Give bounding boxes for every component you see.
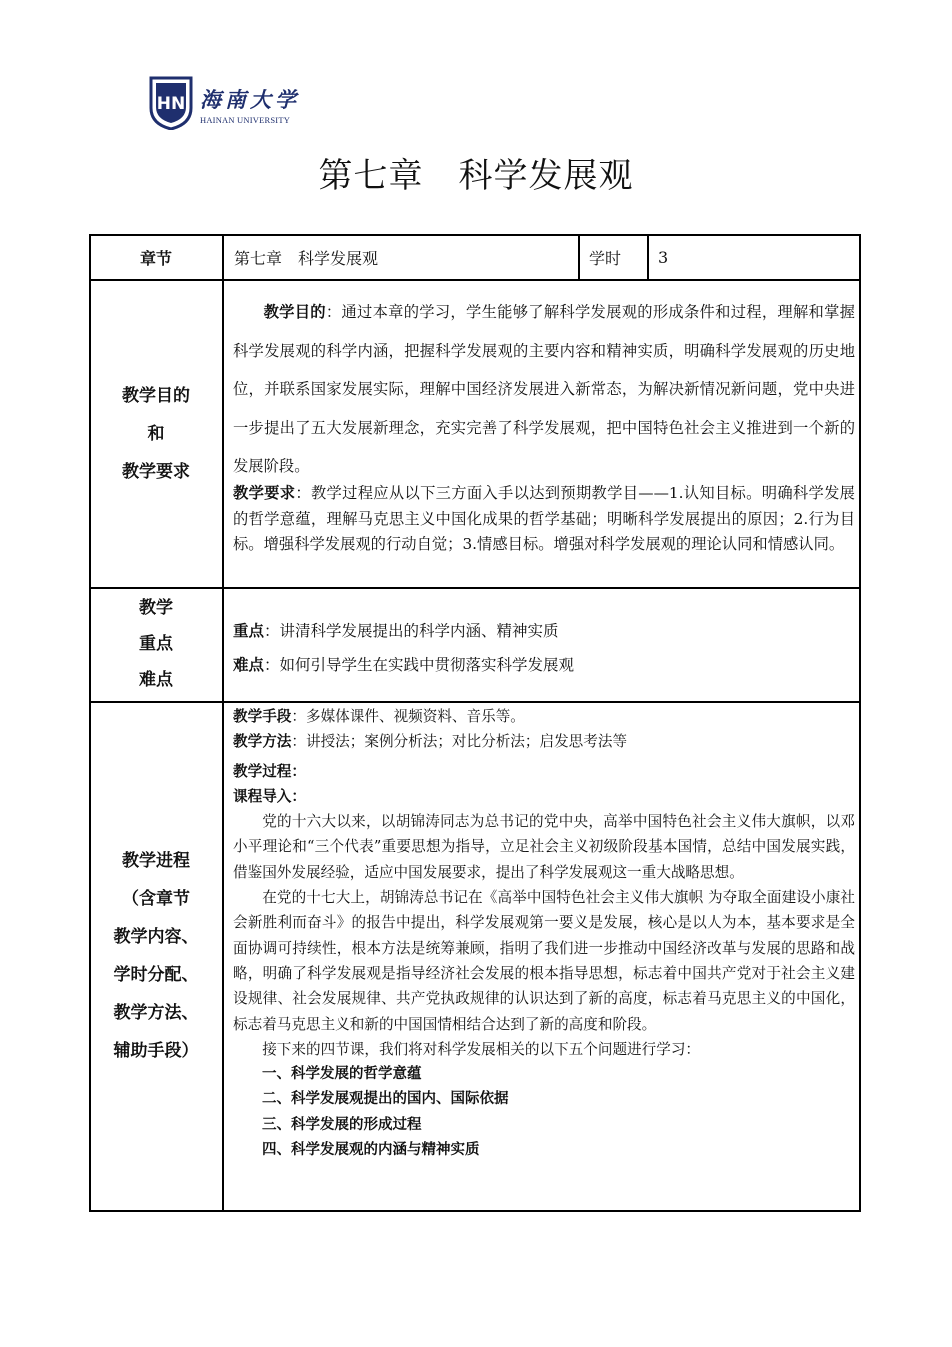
teaching-requirement-key: 教学要求 bbox=[233, 484, 296, 502]
table-divider bbox=[89, 279, 861, 281]
process-content bbox=[233, 704, 855, 1163]
teaching-means-key: 教学手段 bbox=[233, 708, 292, 725]
key-point-text: ：讲清科学发展提出的科学内涵、精神实质 bbox=[264, 622, 559, 640]
hours-value: 3 bbox=[658, 248, 669, 267]
section-item: 四、科学发展观的内涵与精神实质 bbox=[262, 1142, 480, 1159]
goals-label-line: 教学目的 bbox=[122, 386, 190, 406]
section-item: 二、科学发展观提出的国内、国际依据 bbox=[262, 1091, 509, 1108]
key-points-label-line: 重点 bbox=[139, 634, 173, 654]
document-title: 第七章 科学发展观 bbox=[318, 156, 634, 196]
teaching-goal-key: 教学目的 bbox=[263, 303, 326, 321]
key-point bbox=[233, 619, 559, 641]
teaching-means-text: ：多媒体课件、视频资料、音乐等。 bbox=[291, 708, 525, 725]
course-intro-key: 课程导入： bbox=[233, 787, 306, 805]
teaching-method bbox=[233, 729, 855, 754]
table-column-divider bbox=[647, 234, 649, 281]
goals-label-line: 教学要求 bbox=[122, 462, 190, 482]
key-point-label: 重点 bbox=[233, 622, 265, 640]
key-points-label-line: 难点 bbox=[139, 670, 173, 690]
difficult-point bbox=[233, 653, 574, 675]
university-logo bbox=[147, 74, 307, 134]
process-label-line: 教学内容、 bbox=[113, 927, 199, 947]
process-label-line: 教学方法、 bbox=[113, 1003, 199, 1023]
teaching-requirement-text: ：教学过程应从以下三方面入手以达到预期教学目——1.认知目标。明确科学发展的哲学意蕴，理解马克思主义中国化成果的哲学基础；明晰科学发展提出的原因；2.行为目标。增强科学发展观的行动自觉；3.情感目标。增强对科学发展观的理论认同和情感认同。 bbox=[233, 484, 855, 553]
university-seal-icon bbox=[147, 74, 195, 130]
course-table bbox=[89, 234, 861, 1212]
hours-label: 学时 bbox=[589, 249, 622, 268]
chapter-label: 章节 bbox=[139, 249, 172, 268]
intro-paragraph-3: 接下来的四节课，我们将对科学发展相关的以下五个问题进行学习： bbox=[262, 1040, 701, 1058]
teaching-process-key: 教学过程： bbox=[233, 762, 306, 780]
table-border-right bbox=[859, 234, 861, 1212]
process-label-line: 辅助手段） bbox=[113, 1041, 199, 1061]
table-column-divider bbox=[578, 234, 580, 281]
logo-english-name: HAINAN UNIVERSITY bbox=[200, 115, 291, 125]
teaching-means bbox=[233, 704, 855, 729]
key-points-label-line: 教学 bbox=[139, 598, 173, 618]
goals-label bbox=[89, 377, 223, 491]
intro-paragraph-1: 党的十六大以来，以胡锦涛同志为总书记的党中央，高举中国特色社会主义伟大旗帜，以邓小平理论和“三个代表”重要思想为指导，立足社会主义初级阶段基本国情，总结中国发展实践，借鉴国外发展经验，适应中国发展要求，提出了科学发展观这一重大战略思想。 bbox=[233, 813, 855, 881]
teaching-goal bbox=[233, 293, 855, 486]
chapter-value: 第七章 科学发展观 bbox=[234, 249, 379, 268]
teaching-method-text: ：讲授法；案例分析法；对比分析法；启发思考法等 bbox=[291, 733, 628, 751]
teaching-method-key: 教学方法 bbox=[233, 733, 292, 751]
table-border-bottom bbox=[89, 1210, 861, 1212]
teaching-goal-text: ：通过本章的学习，学生能够了解科学发展观的形成条件和过程，理解和掌握科学发展观的科学内涵，把握科学发展观的主要内容和精神实质，明确科学发展观的历史地位，并联系国家发展实际，理解中国经济发展进入新常态，为解决新情况新问题，党中央进一步提出了五大发展新理念，充实完善了科学发展观，把中国特色社会主义推进到一个新的发展阶段。 bbox=[233, 303, 855, 475]
section-item: 一、科学发展的哲学意蕴 bbox=[262, 1066, 422, 1083]
course-intro-heading bbox=[233, 784, 855, 809]
table-divider bbox=[89, 587, 861, 589]
logo-chinese-name: 海南大学 bbox=[200, 87, 300, 112]
logo-mark: HN bbox=[156, 94, 186, 114]
intro-paragraph-2: 在党的十七大上，胡锦涛总书记在《高举中国特色社会主义伟大旗帜 为夺取全面建设小康社会新胜利而奋斗》的报告中提出，科学发展观第一要义是发展，核心是以人为本，基本要求是全面协调可持续性，根本方法是统筹兼顾，指明了我们进一步推动中国经济改革与发展的思路和战略，明确了科学发展观是指导经济社会发展的根本指导思想，标志着中国共产党对于社会主义建设规律、社会发展规律、共产党执政规律的认识达到了新的高度，标志着马克思主义的中国化，标志着马克思主义和新的中国国情相结合达到了新的高度和阶段。 bbox=[233, 889, 855, 1033]
process-label-line: 学时分配、 bbox=[113, 965, 199, 985]
difficult-point-text: ：如何引导学生在实践中贯彻落实科学发展观 bbox=[264, 656, 575, 674]
difficult-point-label: 难点 bbox=[233, 656, 265, 674]
teaching-requirement bbox=[233, 481, 855, 558]
key-points-label bbox=[89, 590, 223, 698]
teaching-process-heading bbox=[233, 759, 855, 784]
process-label-line: （含章节 bbox=[122, 889, 190, 909]
process-label-line: 教学进程 bbox=[122, 851, 190, 871]
goals-label-line: 和 bbox=[147, 424, 165, 444]
section-item: 三、科学发展的形成过程 bbox=[262, 1116, 422, 1133]
process-label bbox=[89, 842, 223, 1070]
table-divider bbox=[89, 701, 861, 703]
table-border-top bbox=[89, 234, 861, 236]
